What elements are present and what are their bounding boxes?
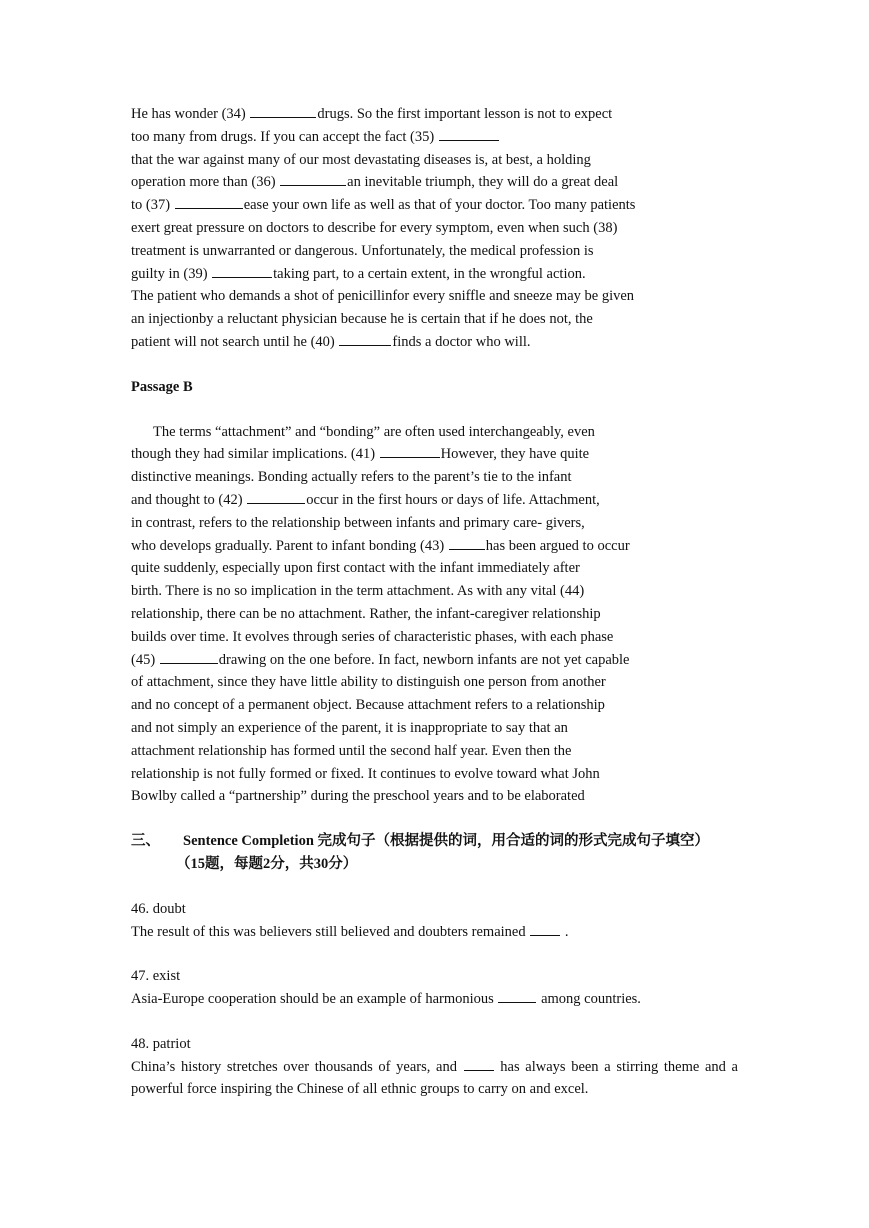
passage-b-line: distinctive meanings. Bonding actually refers to the parent’s tie to the infant (131, 469, 572, 486)
passage-b-line: relationship, there can be no attachment. Rather, the infant-caregiver relationship (131, 605, 601, 622)
answer-blank[interactable] (464, 1056, 494, 1071)
passage-a-line: an injectionby a reluctant physician because he is certain that if he does not, the (131, 311, 593, 328)
passage-a-line (131, 126, 738, 149)
text: has been argued to occur (485, 537, 630, 554)
text: and thought to (42) (131, 491, 247, 508)
passage-b-line: Bowlby called a “partnership” during the preschool years and to be elaborated (131, 788, 585, 805)
passage-b-line: relationship is not fully formed or fixed. It continues to evolve toward what John (131, 765, 600, 782)
passage-b-line: attachment relationship has formed until the second half year. Even then the (131, 742, 572, 759)
question-sentence (131, 1056, 738, 1102)
section-title: Sentence Completion 完成句子（根据提供的词，用合适的词的形式完成句子填空） (183, 833, 710, 850)
text: who develops gradually. Parent to infant bonding (43) (131, 537, 448, 554)
passage-b-line (131, 649, 738, 672)
section-subtitle: （15题，每题2分，共30分） (176, 855, 358, 872)
passage-b-line (131, 443, 738, 466)
blank-39[interactable] (212, 263, 272, 278)
text: finds a doctor who will. (392, 333, 531, 350)
passage-a-line (131, 331, 738, 354)
text: patient will not search until he (40) (131, 333, 339, 350)
passage-b-line: in contrast, refers to the relationship between infants and primary care- givers, (131, 514, 585, 531)
blank-36[interactable] (280, 171, 346, 186)
passage-a-line (131, 103, 738, 126)
answer-blank[interactable] (530, 921, 560, 936)
text: . (561, 923, 569, 940)
section-number: 三、 (131, 833, 160, 850)
text: to (37) (131, 197, 174, 214)
text: China’s history stretches over thousands of years, and (131, 1058, 463, 1075)
text: He has wonder (34) (131, 106, 250, 122)
passage-a-line: treatment is unwarranted or dangerous. Unfortunately, the medical profession is (131, 242, 594, 259)
blank-37[interactable] (175, 194, 243, 209)
passage-a-line: that the war against many of our most devastating diseases is, at best, a holding (131, 151, 591, 168)
passage-b-line: and not simply an experience of the parent, it is inappropriate to say that an (131, 719, 568, 736)
passage-b-line: birth. There is no so implication in the term attachment. As with any vital (44) (131, 583, 585, 600)
text: (45) (131, 651, 159, 668)
passage-b-line: quite suddenly, especially upon first contact with the infant immediately after (131, 560, 580, 577)
text: drugs. So the first important lesson is not to expect (317, 106, 613, 122)
passage-b-line: builds over time. It evolves through series of characteristic phases, with each phase (131, 628, 614, 645)
blank-43[interactable] (449, 535, 485, 550)
text: operation more than (36) (131, 174, 280, 191)
blank-42[interactable] (247, 489, 305, 504)
passage-a (131, 103, 738, 354)
text: taking part, to a certain extent, in the wrongful action. (273, 265, 586, 282)
passage-b-line (131, 489, 738, 512)
question-47 (131, 965, 738, 1011)
question-word: 47. exist (131, 968, 181, 985)
passage-b-line: The terms “attachment” and “bonding” are often used interchangeably, even (153, 423, 595, 440)
blank-41[interactable] (380, 443, 440, 458)
question-word: 48. patriot (131, 1035, 191, 1052)
question-sentence (131, 988, 738, 1011)
passage-a-line (131, 194, 738, 217)
text: However, they have quite (440, 446, 590, 463)
passage-a-line: exert great pressure on doctors to describe for every symptom, even when such (38) (131, 219, 618, 236)
text: The result of this was believers still believed and doubters remained (131, 923, 530, 940)
passage-b-line: and no concept of a permanent object. Because attachment refers to a relationship (131, 697, 605, 714)
blank-45[interactable] (160, 649, 218, 664)
passage-b-line: of attachment, since they have little ability to distinguish one person from another (131, 674, 606, 691)
section-heading (131, 830, 738, 853)
text: ease your own life as well as that of your doctor. Too many patients (243, 197, 636, 214)
text: though they had similar implications. (41) (131, 446, 379, 463)
passage-a-line (131, 263, 738, 286)
passage-b (131, 421, 738, 809)
text: Asia-Europe cooperation should be an example of harmonious (131, 991, 498, 1008)
text: has always been a stirring theme and a powerful force inspiring the Chinese of all ethnic groups to carry on and excel. (131, 1058, 738, 1098)
text: too many from drugs. If you can accept the fact (35) (131, 128, 438, 145)
answer-blank[interactable] (498, 988, 536, 1003)
question-46 (131, 898, 738, 944)
question-word: 46. doubt (131, 900, 186, 917)
question-48 (131, 1033, 738, 1101)
passage-b-line (131, 535, 738, 558)
blank-35[interactable] (439, 126, 499, 141)
blank-40[interactable] (339, 331, 391, 346)
text: among countries. (537, 991, 641, 1008)
blank-34[interactable] (250, 103, 316, 118)
document-page (131, 103, 738, 1101)
text: an inevitable triumph, they will do a great deal (347, 174, 619, 191)
question-sentence (131, 921, 738, 944)
passage-a-line: The patient who demands a shot of penicillinfor every sniffle and sneeze may be given (131, 288, 635, 305)
passage-b-title: Passage B (131, 378, 193, 395)
text: occur in the first hours or days of life. Attachment, (306, 491, 600, 508)
text: drawing on the one before. In fact, newborn infants are not yet capable (218, 651, 630, 668)
passage-a-line (131, 171, 738, 194)
text: guilty in (39) (131, 265, 212, 282)
